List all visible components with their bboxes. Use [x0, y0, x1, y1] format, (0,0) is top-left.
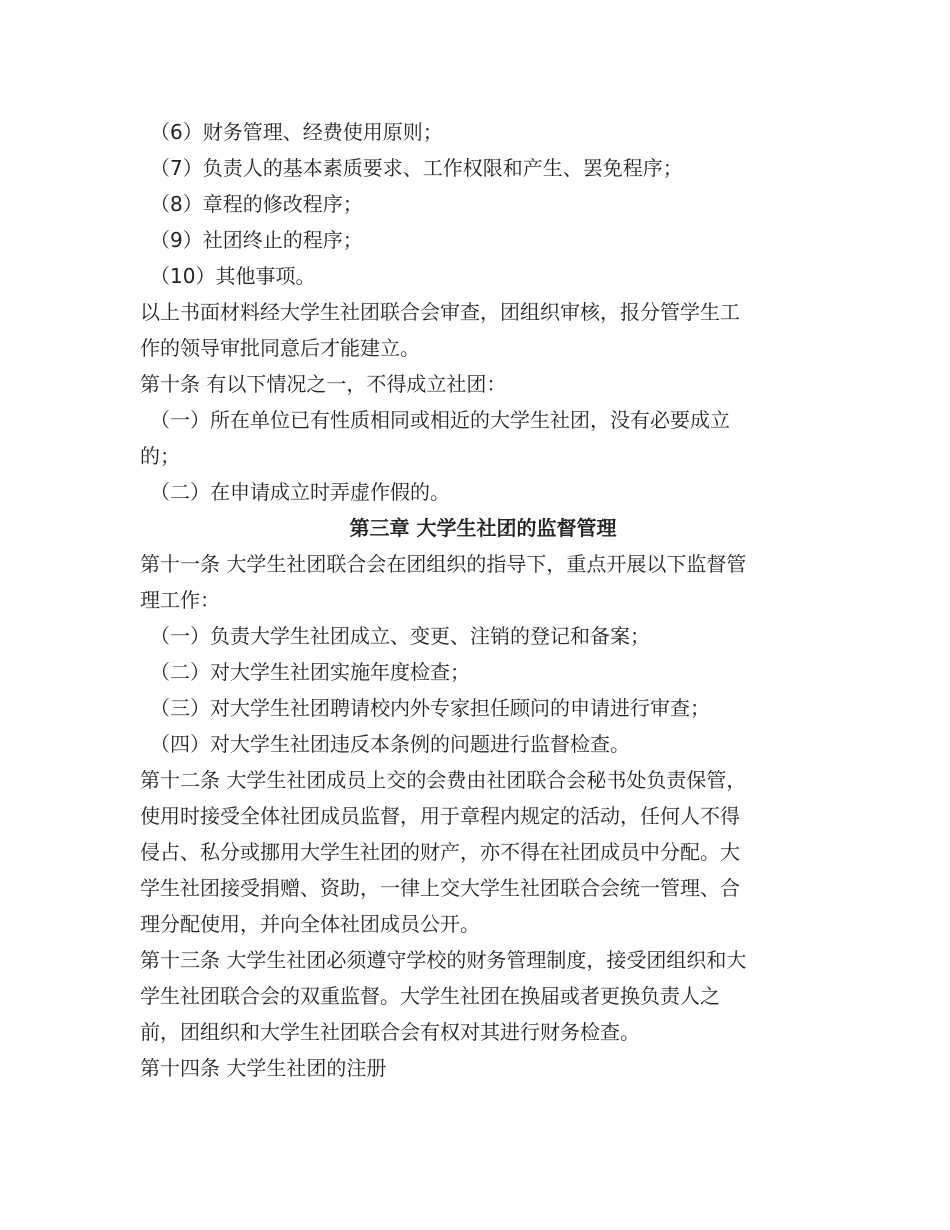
document-body	[140, 114, 812, 1086]
article-12-line: 第十二条 大学生社团成员上交的会费由社团联合会秘书处负责保管，	[140, 768, 747, 792]
list-item-7: （7）负责人的基本素质要求、工作权限和产生、罢免程序；	[150, 156, 683, 180]
article-11-heading-continued: 理工作：	[140, 588, 220, 612]
article-10-item-2: （二）在申请成立时弄虚作假的。	[150, 480, 450, 504]
list-item-9: （9）社团终止的程序；	[150, 228, 363, 252]
list-item-8: （8）章程的修改程序；	[150, 192, 363, 216]
paragraph-line: 以上书面材料经大学生社团联合会审查，团组织审核，报分管学生工	[140, 300, 740, 324]
article-13-line: 学生社团联合会的双重监督。大学生社团在换届或者更换负责人之	[140, 984, 720, 1008]
article-12-line: 侵占、私分或挪用大学生社团的财产，亦不得在社团成员中分配。大	[140, 840, 740, 864]
article-12-line: 学生社团接受捐赠、资助，一律上交大学生社团联合会统一管理、合	[140, 876, 740, 900]
chapter-title: 第三章 大学生社团的监督管理	[349, 516, 617, 540]
article-11-item-2: （二）对大学生社团实施年度检查；	[150, 660, 470, 684]
list-item-6: （6）财务管理、经费使用原则；	[150, 120, 443, 144]
article-11-heading: 第十一条 大学生社团联合会在团组织的指导下，重点开展以下监督管	[140, 552, 747, 576]
article-13-line: 前，团组织和大学生社团联合会有权对其进行财务检查。	[140, 1020, 640, 1044]
article-10-heading: 第十条 有以下情况之一，不得成立社团：	[140, 372, 507, 396]
article-12-line: 理分配使用，并向全体社团成员公开。	[140, 912, 480, 936]
article-12-line: 使用时接受全体社团成员监督，用于章程内规定的活动，任何人不得	[140, 804, 740, 828]
paragraph-line: 作的领导审批同意后才能建立。	[140, 336, 420, 360]
article-14-heading: 第十四条 大学生社团的注册	[140, 1056, 387, 1080]
list-item-10: （10）其他事项。	[150, 264, 316, 288]
article-10-item-1-continued: 的；	[140, 444, 180, 468]
article-11-item-3: （三）对大学生社团聘请校内外专家担任顾问的申请进行审查；	[150, 696, 710, 720]
article-11-item-4: （四）对大学生社团违反本条例的问题进行监督检查。	[150, 732, 630, 756]
article-11-item-1: （一）负责大学生社团成立、变更、注销的登记和备案；	[150, 624, 650, 648]
article-10-item-1: （一）所在单位已有性质相同或相近的大学生社团，没有必要成立	[150, 408, 730, 432]
article-13-line: 第十三条 大学生社团必须遵守学校的财务管理制度，接受团组织和大	[140, 948, 747, 972]
